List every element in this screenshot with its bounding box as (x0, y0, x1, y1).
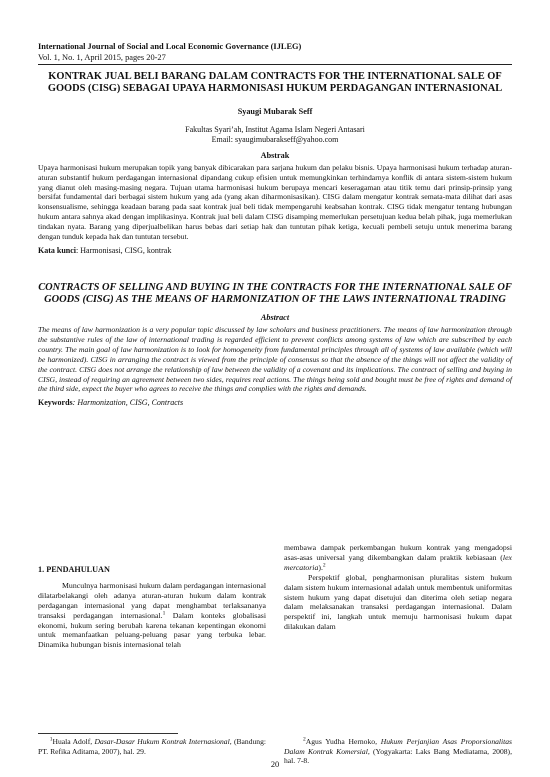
paper-author: Syaugi Mubarak Seff (237, 106, 313, 116)
footnote-rule (38, 733, 178, 734)
keywords-english (38, 398, 512, 407)
paper-title-indonesian: KONTRAK JUAL BELI BARANG DALAM CONTRACTS FOR THE INTERNATIONAL SALE OF GOODS (CISG) SEBAGAI UPAYA HARMONISASI HUKUM PERDAGANGAN INTERNASIONAL (47, 71, 503, 95)
keywords-values: : Harmonisasi, CISG, kontrak (76, 245, 172, 255)
journal-name: International Journal of Social and Local Economic Governance (IJLEG) (38, 42, 302, 51)
section-heading: 1. PENDAHULUAN (38, 565, 110, 574)
body-paragraph-continued: membawa dampak perkembangan hukum kontrak yang mengadopsi asas-asas universal yang dikembangkan dalam praktik kebiasaan (lex mercatoria).$^2$ (284, 543, 512, 572)
page-content (38, 42, 512, 407)
body-paragraph: Perspektif global, pengharmonisan pluralitas sistem hukum dalam sistem hukum internasional adalah untuk membentuk uniformitas sistem hukum yang dapat disetujui dan diterima oleh setiap negara dalam melaksanakan transaksi perdagangan internasional. Dalam perspektif ini, langkah untuk memuju harmonisasi hukum dapat dilakukan dalam (284, 572, 512, 632)
body-column-right (284, 543, 512, 632)
keywords-en-values: : Harmonization, CISG, Contracts (72, 398, 184, 408)
journal-volume: Vol. 1, No. 1, April 2015, pages 20-27 (38, 52, 166, 62)
body-columns (38, 543, 512, 727)
footnote-1: $^1$Huala Adolf, Dasar-Dasar Hukum Kontrak Internasional, (Bandung: PT. Refika Aditama, 2007), hal. 29. (38, 736, 267, 756)
author-email: Email: syaugimubarakseff@yahoo.com (211, 134, 339, 144)
footnote-ref-1: 1 (162, 610, 166, 617)
abstract-text-indonesian: Upaya harmonisasi hukum merupakan topik yang banyak dibicarakan para sarjana hukum dan pelaku bisnis. Upaya harmonisasi hukum terhadap aturan-aturan substantif hukum perdagangan internasional dipandang cukup efisien untuk memungkinkan terhindarnya konflik di antara sistem-sistem hukum yang dianut oleh masing-masing negara. Tujuan utama harmonisasi hukum berupaya mencari keseragaman atau titik temu dari prinsip-prinsip yang bersifat fundamental dari berbagai sistem hukum yang ada (yang akan diharmonisasikan). CISG dalam mengatur kontrak semata-mata dilihat dari asas konsensualisme, sehingga keadaan barang pada saat kontrak jual beli tidak mempengaruhi keabsahan kontrak. CISG tidak mengatur tentang hubungan hukum antara sahnya akad dengan implikasinya. Kontrak jual beli dalam CISG disamping memerlukan persetujuan kedua belah pihak, juga memerlukan tindakan nyata. Barang yang diperjualbelikan harus bebas dari setiap hak dan tuntutan pihak ketiga, kecuali pembeli setuju untuk menerima barang dengan tunduk kepada hak dan tuntutan tersebut. (38, 162, 512, 241)
author-affiliation: Fakultas Syari’ah, Institut Agama Islam Negeri Antasari (185, 124, 365, 134)
keywords-label: Kata kunci (38, 245, 77, 255)
header-rule (38, 64, 512, 65)
keywords-indonesian (38, 246, 512, 255)
footnote-2: $^2$Agus Yudha Hernoko, Hukum Perjanjian Asas Proporsionalitas Dalam Kontrak Komersial, (Yogyakarta: Laks Bang Mediatama, 2008), hal. 7-8. (284, 736, 512, 766)
paper-title-english: CONTRACTS OF SELLING AND BUYING IN THE CONTRACTS FOR THE INTERNATIONAL SALE OF GOODS (CISG) AS THE MEANS OF HARMONIZATION OF THE LAWS INTERNATIONAL TRADING (38, 281, 512, 306)
abstract-heading-english: Abstract (260, 312, 290, 322)
abstract-text-english: The means of law harmonization is a very popular topic discussed by law scholars and business practitioners. The means of law harmonization through the substantive rules of the law of international trading is regarded efficient to prevent conflicts among systems of law which are subscribed by each country. The main goal of law harmonization is to look for homogeneity from fundamental principles through all of systems of law available (which will be harmonized). CISG in arranging the contract is viewed from the principle of consensus so that the absence of the things will not affect the validity of the contract. CISG does not arrange the relationship of law between the validity of a covenant and its implications. The contract of selling and buying in CISG, instead of requiring an agreement between two sides, requires real actions. The things being sold and bought must be free of rights and demand of the third side, expect the buyer who agrees to receive the things and complies with the rights and demands. (38, 324, 512, 394)
keywords-en-label: Keywords (38, 398, 73, 408)
page-number: 20 (270, 760, 280, 769)
body-column-left (38, 543, 266, 650)
body-paragraph: Munculnya harmonisasi hukum dalam perdagangan internasional dilatarbelakangi oleh adanya aturan-aturan hukum dalam kontrak perdagangan internasional yang dapat menghambat terlaksananya transaksi perdagangan internasional.$^1$ Dalam konteks globalisasi ekonomi, hukum sering berubah karena tekanan kepentingan ekonomi untuk memanfaatkan peluang-peluang pasar yang terbuka lebar. Dinamika hubungan bisnis internasional telah (38, 580, 266, 650)
abstract-heading-indonesian: Abstrak (260, 150, 290, 160)
footnote-ref-2: 2 (322, 562, 326, 569)
